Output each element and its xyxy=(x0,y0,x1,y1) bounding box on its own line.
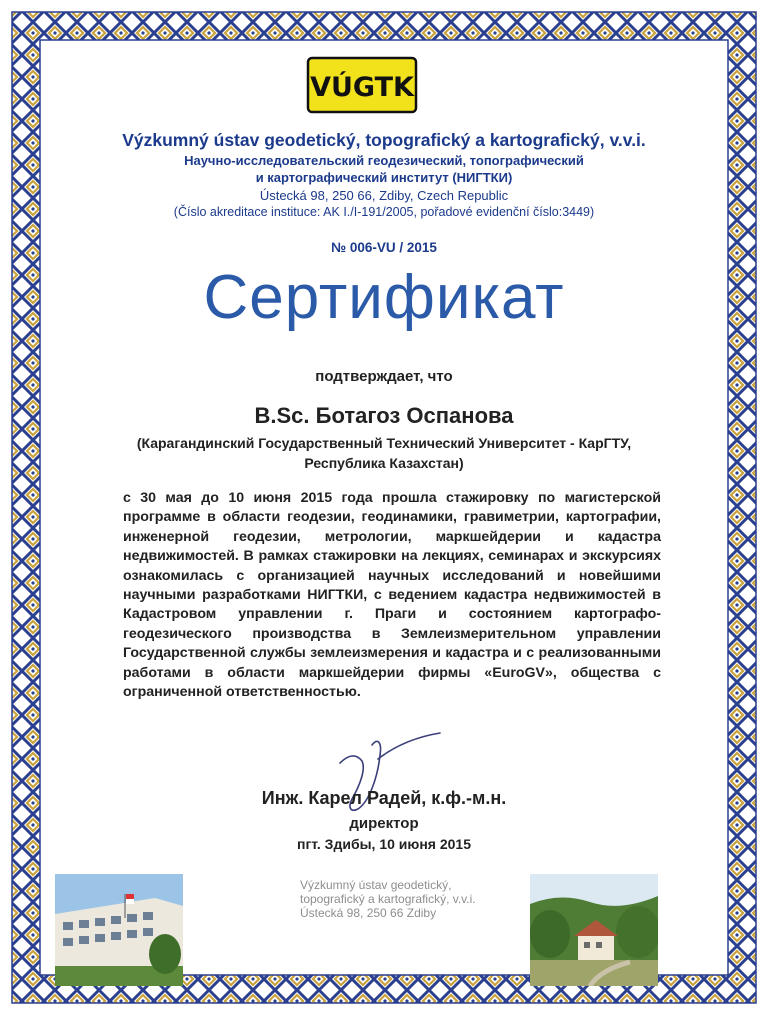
stamp-line3: Ústecká 98, 250 66 Zdiby xyxy=(300,906,437,920)
confirms-text: подтверждает, что xyxy=(315,368,453,385)
institute-accreditation: (Číslo akreditace instituce: AK I./I-191/2005, pořadové evidenční číslo:3449) xyxy=(173,205,595,219)
institute-stamp xyxy=(300,878,490,920)
institute-name-ru-line2: и картографический институт (НИГТКИ) xyxy=(255,170,513,185)
signatory-name: Инж. Карел Радей, к.ф.-м.н. xyxy=(261,788,507,808)
stamp-line2: topografický a kartografický, v.v.i. xyxy=(300,892,476,906)
recipient-name: B.Sc. Ботагоз Оспанова xyxy=(254,403,514,428)
stamp-line1: Výzkumný ústav geodetický, xyxy=(300,878,452,892)
village-photo xyxy=(530,874,658,986)
institute-name: Výzkumný ústav geodetický, topografický a kartografický, v.v.i. xyxy=(122,130,646,150)
logo-text: VÚGTK xyxy=(310,72,414,103)
signatory-place-date: пгт. Здибы, 10 июня 2015 xyxy=(296,836,472,852)
certificate-number: № 006-VU / 2015 xyxy=(331,240,437,255)
signatory-role: директор xyxy=(349,815,419,832)
certificate-body: с 30 мая до 10 июня 2015 года прошла стажировку по магистерской программе в области геодезии, геодинамики, гравиметрии, картографии, инженерной геодезии, метрологии, маркшейдерии и кадастра недвижимостей. В рамках стажировки на лекциях, семинарах и экскурсиях ознакомилась с организацией научных исследований и новейшими научными разработками НИГТКИ, с ведением кадастра недвижимостей в Кадастровом управлении г. Праги и состоянием картографо-геодезического производства в Землеизмерительном управлении Государственной службы землеизмерения и кадастра и с реализованными работами в области маркшейдерии фирмы «EuroGV», общества с ограниченной ответственностью. xyxy=(123,490,661,701)
recipient-affiliation-line1: (Карагандинский Государственный Технический Университет - КарГТУ, xyxy=(136,435,632,451)
recipient-affiliation-line2: Республика Казахстан) xyxy=(304,455,464,471)
institute-building-photo xyxy=(55,874,183,986)
institute-address: Ústecká 98, 250 66, Zdiby, Czech Republic xyxy=(259,188,509,203)
certificate-title: Сертификат xyxy=(203,263,565,332)
institute-logo xyxy=(306,56,418,114)
institute-name-ru-line1: Научно-исследовательский геодезический, топографический xyxy=(184,153,584,168)
